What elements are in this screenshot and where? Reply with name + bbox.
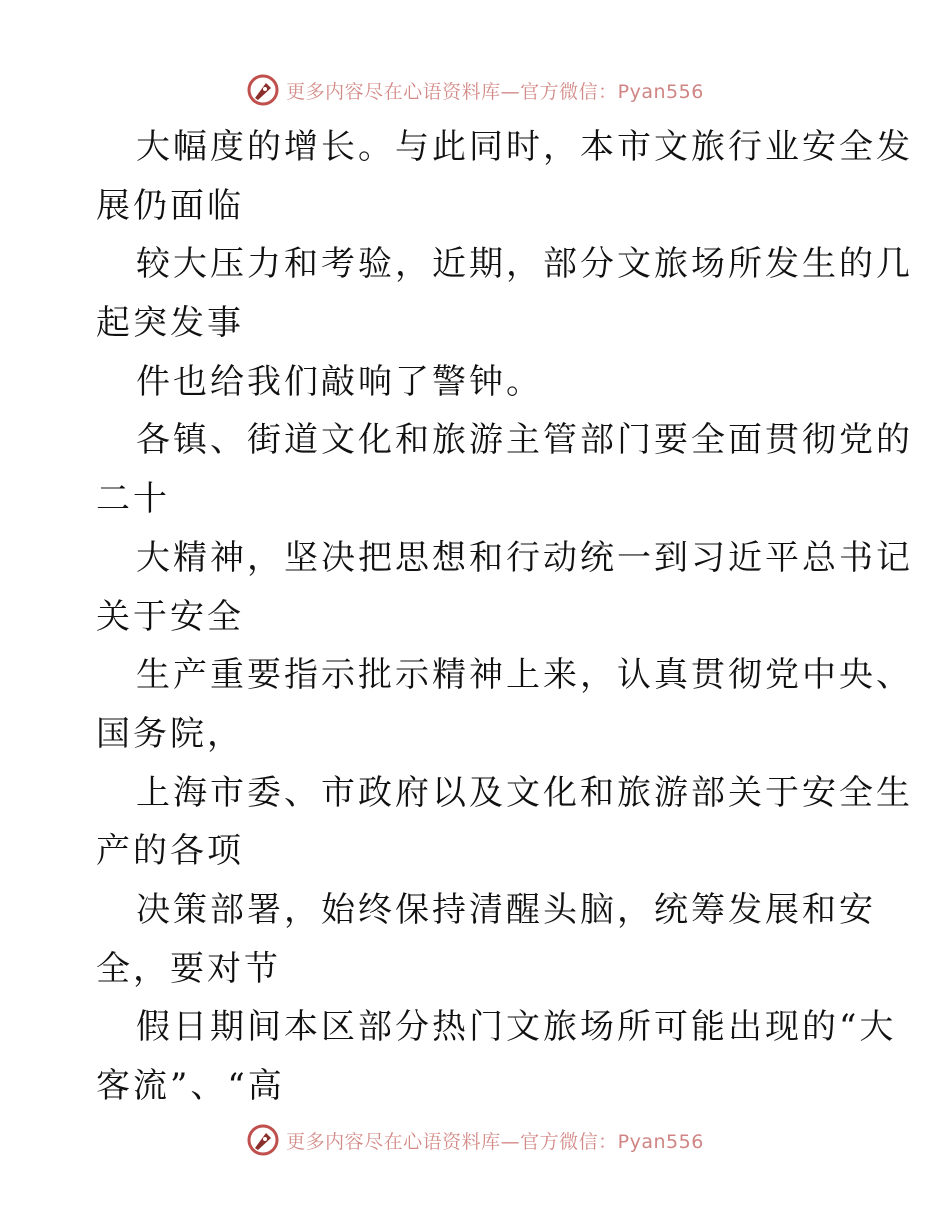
text-line: 关于安全 (96, 596, 244, 637)
pen-nib-logo-icon (246, 73, 280, 107)
text-line: 件也给我们敲响了警钟。 (136, 361, 543, 402)
text-line: 较大压力和考验，近期，部分文旅场所发生的几 (136, 244, 913, 285)
text-line: 二十 (96, 479, 170, 520)
document-body (96, 118, 913, 1116)
text-line: 上海市委、市政府以及文化和旅游部关于安全生 (136, 772, 913, 813)
text-line: 客流”、“高 (96, 1066, 285, 1106)
text-line: 展仍面临 (96, 185, 244, 226)
watermark-text: 更多内容尽在心语资料库—官方微信：Pyan556 (286, 1130, 704, 1153)
text-line: 决策部署，始终保持清醒头脑，统筹发展和安 (136, 889, 876, 930)
text-line: 大幅度的增长。与此同时，本市文旅行业安全发 (136, 127, 913, 167)
header-watermark (0, 70, 950, 110)
text-line: 大精神，坚决把思想和行动统一到习近平总书记 (136, 537, 913, 578)
text-line: 产的各项 (96, 831, 244, 872)
text-line: 假日期间本区部分热门文旅场所可能出现的“大 (136, 1007, 897, 1048)
pen-nib-logo-icon (246, 1123, 280, 1157)
text-line: 全，要对节 (96, 948, 281, 989)
watermark-text: 更多内容尽在心语资料库—官方微信：Pyan556 (286, 80, 704, 103)
text-line: 生产重要指示批示精神上来，认真贯彻党中央、 (136, 655, 913, 696)
text-line: 各镇、街道文化和旅游主管部门要全面贯彻党的 (136, 420, 913, 461)
text-line: 起突发事 (96, 303, 244, 344)
footer-watermark (0, 1120, 950, 1160)
text-line: 国务院， (96, 713, 244, 754)
